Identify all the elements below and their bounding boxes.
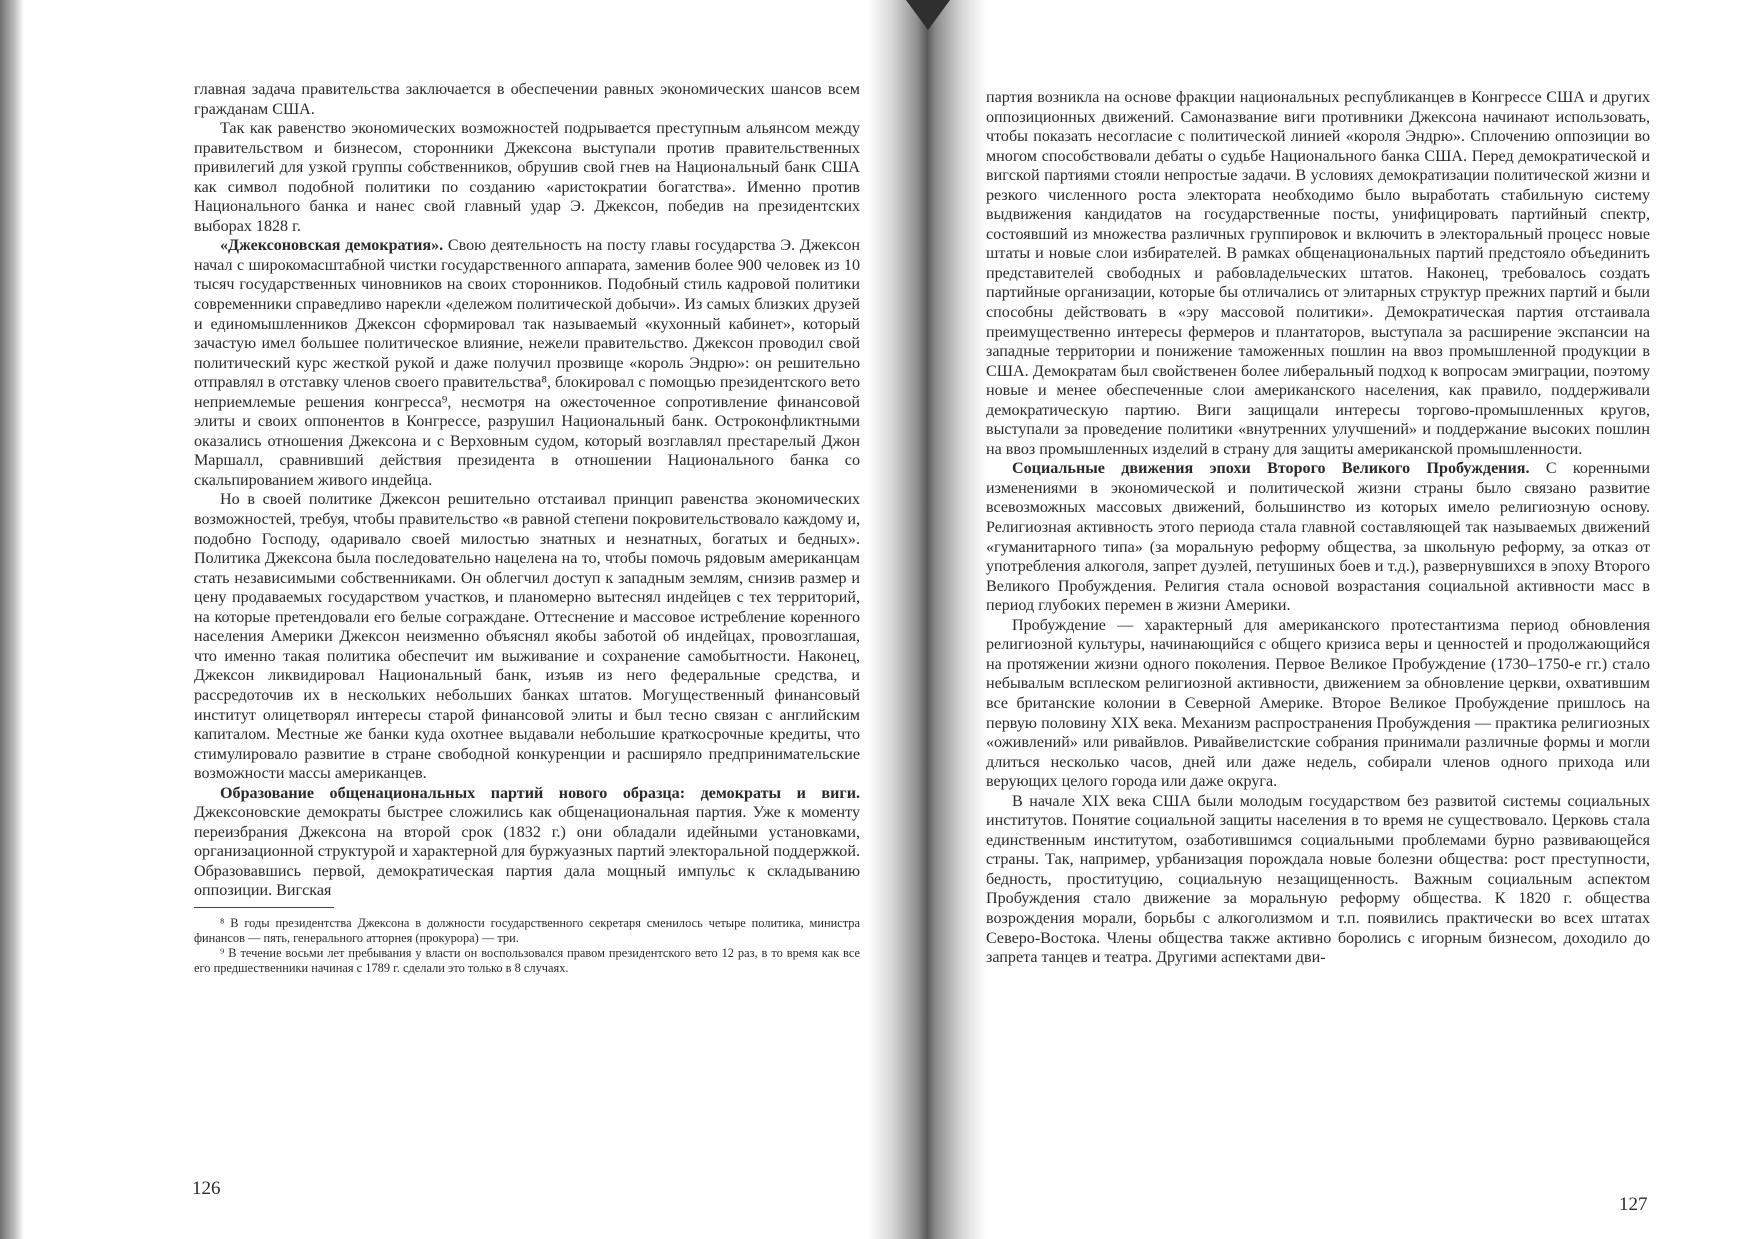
paragraph (986, 616, 1650, 792)
paragraph (986, 88, 1650, 459)
footnote-divider (194, 907, 334, 908)
paragraph (194, 80, 860, 119)
paragraph-text: Но в своей политике Джексон решительно отстаивал принцип равенства экономических возможностей, требуя, чтобы правительство «в равной степени покровительствовало каждому и, подобно Господу, одаривало своей милостью знатных и незнатных, богатых и бедных». Политика Джексона была последовательно нацелена на то, чтобы помочь рядовым американцам стать независимыми собственниками. Он облегчил доступ к западным землям, снизив размер и цену продаваемых государством участков, и планомерно вытеснял индейцев с тех территорий, на которые претендовали его белые сограждане. Оттеснение и массовое истребление коренного населения Америки Джексон неизменно объяснял якобы заботой об индейцах, провозглашая, что именно такая политика обеспечит им выживание и сохранение самобытности. Наконец, Джексон ликвидировал Национальный банк, изъяв из него федеральные средства, и рассредоточив их в нескольких небольших банках штатов. Могущественный финансовый институт олицетворял интересы старой финансовой элиты и был тесно связан с английским капиталом. Местные же банки куда охотнее выдавали небольшие краткосрочные кредиты, что стимулировало развитие в стране свободной конкуренции и расширяло предпринимательские возможности массы американцев. (194, 491, 860, 783)
paragraph (986, 792, 1650, 968)
paragraph-text: Джексоновские демократы быстрее сложились как общенациональная партия. Уже к моменту переизбрания Джексона на второй срок (1832 г.) они обладали идейными установками, организационной структурой и характерной для буржуазных партий электоральной поддержкой. Образовавшись первой, демократическая партия дала мощный импульс к складыванию оппозиции. Вигская (194, 804, 860, 900)
right-text-column (986, 88, 1650, 968)
paragraph (194, 490, 860, 783)
spine-notch (906, 0, 950, 30)
page-edge-shadow (0, 0, 24, 1239)
paragraph-text: партия возникла на основе фракции национальных республиканцев в Конгрессе США и других оппозиционных движений. Самоназвание виги противники Джексона начинают использовать, чтобы показать несогласие с политической линией «короля Эндрю». Сплочению оппозиции во многом способствовали дебаты о судьбе Национального банка США. Перед демократической и вигской партиями стояли непростые задачи. В условиях демократизации политической жизни и резкого численного роста электората необходимо было выработать стабильную систему выдвижения кандидатов на государственные посты, унифицировать партийный спектр, состоявший из множества различных группировок и включить в электоральный процесс новые штаты и новые слои избирателей. В рамках общенациональных партий предстояло объединить представителей свободных и рабовладельческих штатов. Наконец, требовалось создать партийные организации, которые бы отличались от элитарных структур прежних партий и были способны действовать в «эру массовой политики». Демократическая партия отстаивала преимущественно интересы фермеров и плантаторов, выступала за расширение экспансии на западные территории и понижение таможенных пошлин на ввоз промышленной продукции в США. Демократам был свойственен более либеральный подход к вопросам эмиграции, поэтому новые и менее обеспеченные слои американского населения, как правило, поддерживали демократическую партию. Виги защищали интересы торгово-промышленных кругов, выступали за проведение политики «внутренних улучшений» и поддержание высоких пошлин на ввоз промышленных изделий в страну для защиты американской промышленности. (986, 89, 1650, 458)
section-heading: Образование общенациональных партий нового образца: демократы и виги. (220, 784, 860, 802)
paragraph (194, 236, 860, 490)
paragraph-text: главная задача правительства заключается в обеспечении равных экономических шансов всем гражданам США. (194, 81, 860, 118)
book-spine-gutter (868, 0, 986, 1239)
page-number: 126 (192, 1178, 221, 1199)
paragraph-text: Так как равенство экономических возможностей подрывается преступным альянсом между правительством и бизнесом, сторонники Джексона выступали против правительственных привилегий для узкой группы собственников, обрушив свой гнев на Национальный банк США как символ подобной политики по созданию «аристократии богатства». Именно против Национального банка и нанес свой главный удар Э. Джексон, победив на президентских выборах 1828 г. (194, 120, 860, 235)
paragraph-text: В начале XIX века США были молодым государством без развитой системы социальных институтов. Понятие социальной защиты населения в то время не существовало. Церковь стала единственным институтом, озаботившимся социальными проблемами бурно развивающейся страны. Так, например, урбанизация порождала новые болезни общества: рост преступности, бедность, проституцию, социальную незащищенность. Важным социальным аспектом Пробуждения стало движение за моральную реформу общества. К 1820 г. общества возрождения морали, борьбы с алкоголизмом и т.п. появились практически во всех штатах Северо-Востока. Члены общества также активно боролись с игорным бизнесом, доходило до запрета танцев и театра. Другими аспектами дви- (986, 792, 1650, 967)
footnote: ⁹ В течение восьми лет пребывания у власти он воспользовался правом президентского вето 12 раз, в то время как все его предшественники начиная с 1789 г. сделали это только в 8 случаях. (194, 945, 860, 975)
paragraph (986, 459, 1650, 615)
paragraph (194, 784, 860, 901)
section-heading: «Джексоновская демократия». (220, 237, 444, 255)
left-page (30, 0, 868, 1239)
paragraph (194, 119, 860, 236)
section-heading: Социальные движения эпохи Второго Великого Пробуждения. (1012, 460, 1530, 478)
page-number: 127 (1619, 1194, 1648, 1215)
footnote: ⁸ В годы президентства Джексона в должности государственного секретаря сменилось четыре политика, министра финансов — пять, генерального атторнея (прокурора) — три. (194, 915, 860, 945)
left-text-column (194, 80, 860, 976)
paragraph-text: Свою деятельность на посту главы государства Э. Джексон начал с широкомасштабной чистки государственного аппарата, заменив более 900 человек из 10 тысяч государственных чиновников на своих сторонников. Подобный стиль кадровой политики современники справедливо нарекли «дележом политической добычи». Из самых близких друзей и единомышленников Джексон сформировал так называемый «кухонный кабинет», который зачастую имел большее политическое влияние, нежели правительство. Джексон проводил свой политический курс жесткой рукой и даже получил прозвище «король Эндрю»: он решительно отправлял в отставку членов своего правительства⁸, блокировал с помощью президентского вето неприемлемые решения конгресса⁹, несмотря на ожесточенное сопротивление финансовой элиты и своих оппонентов в Конгрессе, разрушил Национальный банк. Остроконфликтными оказались отношения Джексона и с Верховным судом, который возглавлял престарелый Джон Маршалл, сравнивший действия президента в отношении Национального банка со скальпированием живого индейца. (194, 237, 860, 489)
paragraph-text: С коренными изменениями в экономической и политической жизни страны было связано развитие всевозможных массовых движений, большинство из которых имело религиозную основу. Религиозная активность этого периода стала главной составляющей так называемых движений «гуманитарного типа» (за моральную реформу общества, за школьную реформу, за отказ от употребления алкоголя, запрет дуэлей, петушиных боев и т.д.), развернувшихся в эпоху Второго Великого Пробуждения. Религия стала основой возрастания социальной активности масс в период глубоких перемен в жизни Америки. (986, 460, 1651, 615)
right-page (986, 0, 1754, 1239)
paragraph-text: Пробуждение — характерный для американского протестантизма период обновления религиозной культуры, начинающийся с общего кризиса веры и ценностей и продолжающийся на протяжении жизни одного поколения. Первое Великое Пробуждение (1730–1750-е гг.) стало небывалым всплеском религиозной активности, движением за обновление церкви, охватившим все британские колонии в Северной Америке. Второе Великое Пробуждение пришлось на первую половину XIX века. Механизм распространения Пробуждения — практика религиозных «оживлений» или ривайвлов. Ривайвелистские собрания принимали различные формы и могли длиться несколько часов, дней или даже недель, собирали членов одного прихода или верующих целого города или даже округа. (986, 616, 1650, 791)
